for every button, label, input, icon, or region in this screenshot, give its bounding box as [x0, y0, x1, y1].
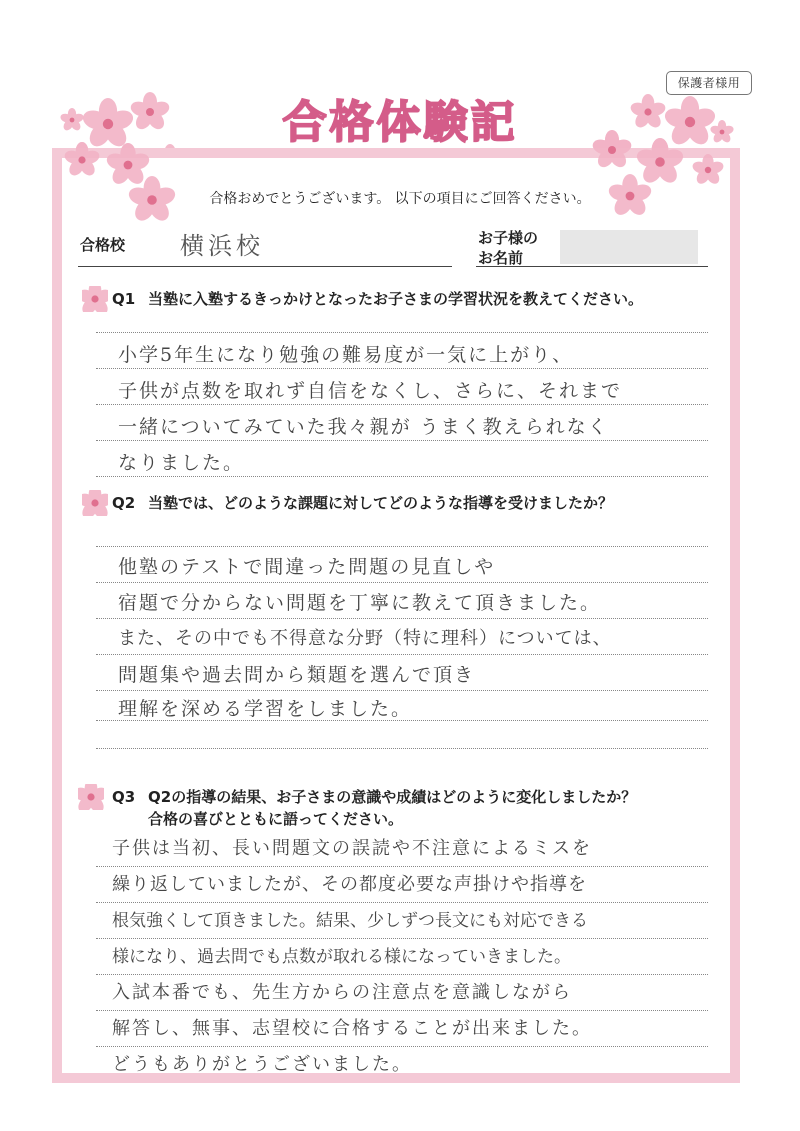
q2-answer-line-4: 問題集や過去問から類題を選んで頂き [118, 664, 476, 686]
q2-rule-7 [96, 748, 708, 749]
q3-rule-5 [96, 1010, 708, 1011]
q3-answer-line-4: 様になり、過去問でも点数が取れる様になっていきました。 [112, 947, 571, 967]
q2-rule-3 [96, 618, 708, 619]
child-name-label-line1: お子様の [478, 229, 539, 247]
q1-rule-1 [96, 332, 708, 333]
q1-title [112, 288, 643, 310]
blossom-icon [82, 490, 108, 516]
q1-answer-line-3: 一緒についてみていた我々親が うまく教えられなく [118, 416, 609, 438]
school-underline [78, 266, 452, 267]
q1-answer-line-1: 小学5年生になり勉強の難易度が一気に上がり、 [118, 344, 574, 366]
q3-answer-line-3: 根気強くして頂きました。結果、少しずつ長文にも対応できる [112, 911, 588, 931]
q1-number: Q1 [112, 290, 136, 308]
q1-answer-line-2: 子供が点数を取れず自信をなくし、さらに、それまで [118, 380, 623, 402]
q2-answer-line-5: 理解を深める学習をしました。 [118, 698, 413, 720]
q3-text-line-2: 合格の喜びとともに語ってください。 [148, 810, 404, 828]
q3-text: Q2の指導の結果、お子さまの意識や成績はどのように変化しましたか？ [148, 788, 637, 806]
q3-answer-line-5: 入試本番でも、先生方からの注意点を意識しながら [112, 982, 572, 1003]
q3-rule-3 [96, 938, 708, 939]
child-name-label [478, 228, 538, 268]
q1-answer-line-4: なりました。 [118, 452, 245, 474]
q1-rule-5 [96, 476, 708, 477]
q1-text: 当塾に入塾するきっかけとなったお子さまの学習状況を教えてください。 [148, 290, 644, 308]
q3-answer-line-1: 子供は当初、長い問題文の誤読や不注意によるミスを [112, 838, 592, 859]
q1-rule-4 [96, 440, 708, 441]
child-name-redacted [560, 230, 698, 264]
q3-rule-1 [96, 866, 708, 867]
school-label: 合格校 [80, 236, 126, 254]
intro-text: 合格おめでとうございます。 以下の項目にご回答ください。 [209, 191, 591, 207]
q1-rule-2 [96, 368, 708, 369]
parent-use-badge: 保護者様用 [666, 71, 752, 95]
q3-answer-line-6: 解答し、無事、志望校に合格することが出来ました。 [112, 1018, 592, 1039]
q3-rule-2 [96, 902, 708, 903]
page-title: 合格体験記 [282, 97, 518, 148]
q2-answer-line-1: 他塾のテストで間違った問題の見直しや [118, 556, 496, 578]
q2-title [112, 492, 613, 514]
q2-answer-line-3: また、その中でも不得意な分野（特に理科）については、 [118, 628, 612, 649]
q3-title [112, 786, 636, 830]
blossom-icon [78, 784, 104, 810]
blossom-icon [82, 286, 108, 312]
q3-rule-6 [96, 1046, 708, 1047]
q2-rule-5 [96, 690, 708, 691]
q3-rule-4 [96, 974, 708, 975]
q1-rule-3 [96, 404, 708, 405]
q2-text: 当塾では、どのような課題に対してどのような指導を受けましたか？ [148, 494, 614, 512]
q2-number: Q2 [112, 494, 136, 512]
child-name-label-line2: お名前 [478, 249, 524, 267]
name-underline [476, 266, 708, 267]
school-value: 横浜校 [180, 232, 264, 260]
q3-answer-line-7: どうもありがとうございました。 [112, 1054, 412, 1075]
q3-number: Q3 [112, 788, 136, 806]
q2-rule-2 [96, 582, 708, 583]
q3-answer-line-2: 繰り返していましたが、その都度必要な声掛けや指導を [112, 874, 587, 895]
q2-rule-1 [96, 546, 708, 547]
q2-rule-4 [96, 654, 708, 655]
q2-answer-line-2: 宿題で分からない問題を丁寧に教えて頂きました。 [118, 592, 602, 614]
